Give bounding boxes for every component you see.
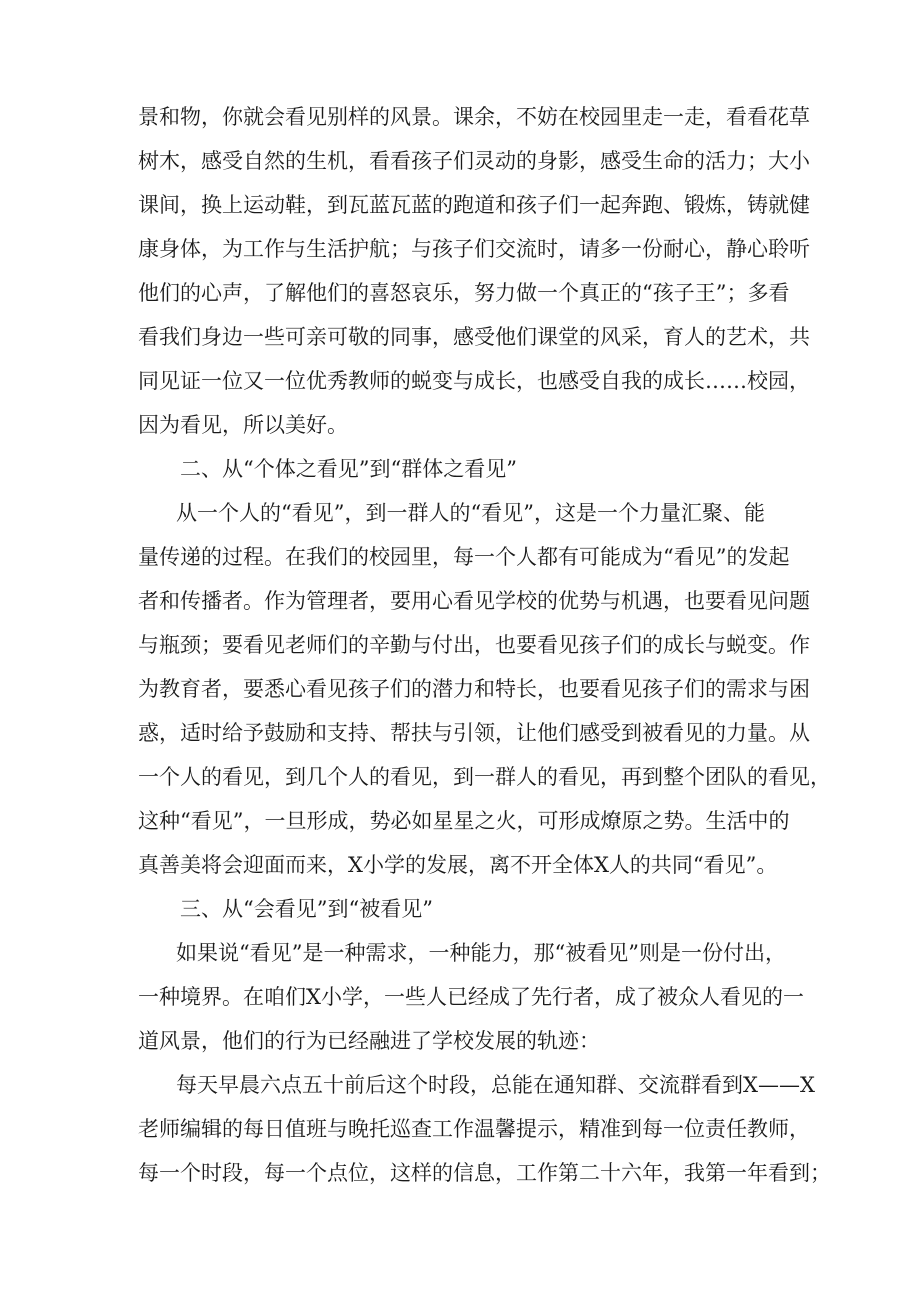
section-heading-3: 三、从“会看见”到“被看见” bbox=[180, 897, 433, 921]
paragraph-line: 道风景，他们的行为已经融进了学校发展的轨迹： bbox=[138, 1029, 600, 1053]
paragraph-line: 如果说“看见”是一种需求，一种能力，那“被看见”则是一份付出， bbox=[176, 941, 786, 965]
paragraph-line: 每天早晨六点五十前后这个时段，总能在通知群、交流群看到X——X bbox=[176, 1073, 815, 1097]
paragraph-line: 与瓶颈；要看见老师们的辛勤与付出，也要看见孩子们的成长与蜕变。作 bbox=[138, 633, 810, 657]
section-heading-2: 二、从“个体之看见”到“群体之看见” bbox=[180, 457, 517, 481]
paragraph-line: 者和传播者。作为管理者，要用心看见学校的优势与机遇，也要看见问题 bbox=[138, 589, 810, 613]
paragraph-line: 每一个时段，每一个点位，这样的信息，工作第二十六年，我第一年看到； bbox=[138, 1161, 831, 1185]
paragraph-line: 这种“看见”，一旦形成，势必如星星之火，可形成燎原之势。生活中的 bbox=[138, 809, 790, 833]
paragraph-line: 一个人的看见，到几个人的看见，到一群人的看见，再到整个团队的看见， bbox=[138, 765, 831, 789]
paragraph-line: 康身体，为工作与生活护航；与孩子们交流时，请多一份耐心，静心聆听 bbox=[138, 237, 810, 261]
paragraph-line: 树木，感受自然的生机，看看孩子们灵动的身影，感受生命的活力；大小 bbox=[138, 149, 810, 173]
paragraph-line: 从一个人的“看见”，到一群人的“看见”，这是一个力量汇聚、能 bbox=[176, 501, 765, 525]
paragraph-line: 同见证一位又一位优秀教师的蜕变与成长，也感受自我的成长……校园， bbox=[138, 369, 810, 393]
paragraph-line: 真善美将会迎面而来，X小学的发展，离不开全体X人的共同“看见”。 bbox=[138, 853, 778, 877]
paragraph-line: 量传递的过程。在我们的校园里，每一个人都有可能成为“看见”的发起 bbox=[138, 545, 790, 569]
paragraph-line: 课间，换上运动鞋，到瓦蓝瓦蓝的跑道和孩子们一起奔跑、锻炼，铸就健 bbox=[138, 193, 810, 217]
paragraph-line: 他们的心声，了解他们的喜怒哀乐，努力做一个真正的“孩子王”；多看 bbox=[138, 281, 790, 305]
paragraph-line: 老师编辑的每日值班与晚托巡查工作温馨提示，精准到每一位责任教师， bbox=[138, 1117, 810, 1141]
paragraph-line: 一种境界。在咱们X小学，一些人已经成了先行者，成了被众人看见的一 bbox=[138, 985, 804, 1009]
paragraph-line: 为教育者，要悉心看见孩子们的潜力和特长，也要看见孩子们的需求与困 bbox=[138, 677, 810, 701]
paragraph-line: 因为看见，所以美好。 bbox=[138, 413, 348, 437]
paragraph-line: 景和物，你就会看见别样的风景。课余，不妨在校园里走一走，看看花草 bbox=[138, 105, 810, 129]
paragraph-line: 惑，适时给予鼓励和支持、帮扶与引领，让他们感受到被看见的力量。从 bbox=[138, 721, 810, 745]
paragraph-line: 看我们身边一些可亲可敬的同事，感受他们课堂的风采，育人的艺术，共 bbox=[138, 325, 810, 349]
